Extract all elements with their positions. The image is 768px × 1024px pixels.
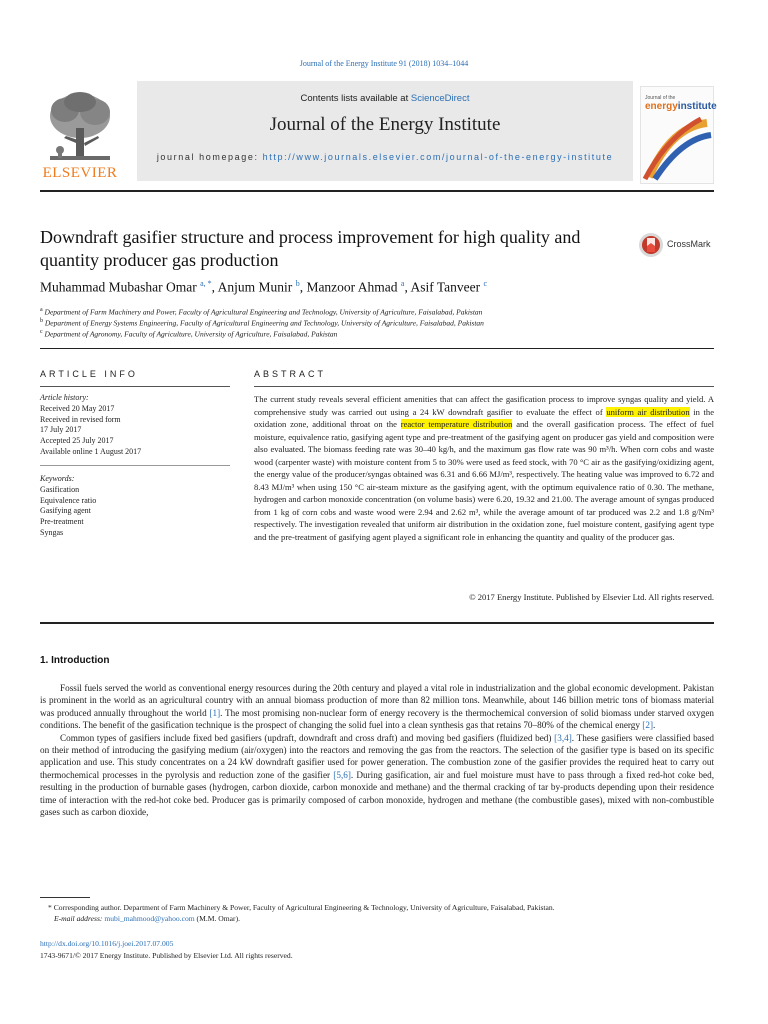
journal-title: Journal of the Energy Institute bbox=[269, 114, 501, 135]
article-history bbox=[40, 393, 230, 458]
author-affiliation-sup[interactable]: a, * bbox=[200, 279, 212, 288]
paragraph: Fossil fuels served the world as conventional energy resources during the 20th century and played a vital role in industrialization and the global economic development. Pakistan is prominent in the world as an agricultural country with an annual biomass production of more than 82 million tons. Meanwhile, about 146 billion metric tons of biomass material was produced annually throughout the world [1]. The most promising non-nuclear form of energy recovery is the thermochemical conversion of solid biomass under starved oxygen conditions. The benefit of the gasification technique is the prospect of changing the solid fuel into a clean synthesis gas that retains 70–80% of the chemical energy [2]. bbox=[40, 683, 714, 731]
keywords-rule bbox=[40, 465, 230, 466]
crossmark-icon bbox=[638, 232, 664, 258]
author-affiliation-sup[interactable]: b bbox=[295, 279, 300, 288]
history-line: Accepted 25 July 2017 bbox=[40, 436, 114, 446]
history-line: Received in revised form bbox=[40, 414, 121, 424]
footnote-rule bbox=[40, 897, 90, 898]
cover-journal-name: energyinstitute bbox=[645, 101, 717, 112]
header-rule bbox=[40, 190, 714, 192]
reference-link[interactable]: [3,4] bbox=[554, 732, 572, 743]
contents-prefix: Contents lists available at bbox=[300, 93, 411, 104]
email-label: E-mail address: bbox=[54, 914, 105, 923]
abstract-rule bbox=[254, 386, 714, 387]
author-affiliation-sup[interactable]: c bbox=[483, 279, 488, 288]
paragraph: Common types of gasifiers include fixed bed gasifiers (updraft, downdraft and cross draft) and moving bed gasifiers (fluidized bed) [3,4]. These gasifiers were classified based on their method of introducing the gasifying medium (air/oxygen) into the reactors and removing the gas from the reactors. The selection of the gasifier type is based on its specific application and use. This study concentrates on a 24 kW downdraft gasifier used for power generation. The combustion zone of the gasifier provides the required heat to carry out thermochemical processes in the pyrolysis and reduction zone of the gasifier [5,6]. During gasification, air and fuel moisture must have to pass through a fixed red-hot coke bed, resulting in the production of burnable gases (hydrogen, carbon dioxide, carbon monoxide and methane) and the thermal cracking of tar by-products depending upon their residence time of interaction with the red-hot coke bed. Producer gas is primarily composed of carbon monoxide, hydrogen and methane (the combustible gases), mixed with non-combustible gases such as carbon dioxide, bbox=[40, 732, 714, 818]
homepage-label: journal homepage: bbox=[156, 152, 263, 162]
affiliation: $^a$ Department of Farm Machinery and Power, Faculty of Agricultural Engineering and Technology, University of Agriculture, Faisalabad, Pakistan bbox=[40, 307, 483, 317]
cover-journal-small: Journal of the bbox=[645, 95, 676, 101]
author-affiliation-sup[interactable]: a bbox=[400, 279, 405, 288]
article-info-rule bbox=[40, 386, 230, 387]
footnote-text: Corresponding author. Department of Farm Machinery & Power, Faculty of Agricultural Engineering & Technology, University of Agriculture, Faisalabad, Pakistan. bbox=[53, 903, 555, 912]
keywords bbox=[40, 474, 230, 539]
abstract-copyright: © 2017 Energy Institute. Published by Elsevier Ltd. All rights reserved. bbox=[469, 592, 714, 602]
homepage-link[interactable]: http://www.journals.elsevier.com/journal-of-the-energy-institute bbox=[262, 152, 614, 162]
article-title: Downdraft gasifier structure and process improvement for high quality and quantity producer gas production bbox=[40, 227, 581, 270]
history-label: Article history: bbox=[40, 393, 89, 402]
email-link[interactable]: mubi_mahmood@yahoo.com bbox=[104, 914, 195, 923]
footnote-star: * bbox=[48, 903, 52, 912]
email-suffix: (M.M. Omar). bbox=[194, 914, 240, 923]
contents-available bbox=[137, 93, 633, 104]
keyword: Pre-treatment bbox=[40, 517, 84, 527]
cover-art bbox=[641, 117, 713, 181]
affiliation: $^c$ Department of Agronomy, Faculty of Agriculture, University of Agriculture, Faisalabad, Pakistan bbox=[40, 329, 338, 339]
reference-link[interactable]: [1] bbox=[209, 707, 221, 718]
history-line: Available online 1 August 2017 bbox=[40, 446, 142, 456]
reference-link[interactable]: [5,6] bbox=[333, 769, 351, 780]
author-name[interactable]: Manzoor Ahmad bbox=[306, 279, 398, 295]
section-heading: 1. Introduction bbox=[40, 655, 110, 666]
keywords-label: Keywords: bbox=[40, 474, 75, 483]
history-line: 17 July 2017 bbox=[40, 425, 82, 435]
reference-link[interactable]: [2] bbox=[642, 720, 654, 731]
footnote bbox=[40, 902, 714, 924]
journal-homepage bbox=[137, 151, 633, 163]
keyword: Gasification bbox=[40, 484, 80, 494]
author-name[interactable]: Asif Tanveer bbox=[410, 279, 481, 295]
article-info-heading: ARTICLE INFO bbox=[40, 369, 138, 379]
abstract-text: The current study reveals several efficient amenities that can affect the gasification process to improve syngas quality and yield. A comprehensive study was carried out using a 24 kW downdraft gasifier to evaluate the effect of uniform air distribution in the oxidation zone, additional throat on the reactor temperature distribution and the overall gasification process. The effect of fuel moisture, equivalence ratio, gasifying agent type and pre-treatment of the gasifying agent on producer gas yield and composition were also evaluated. The biomass feeding rate was 30–40 kg/h, and the maximum gas flow rate was 90 m³/h. When corn cobs and waste wood (carpenter waste) with moisture content from 5 to 30% were used as feed stock, with 70 °C air as the gasifying/oxidizing agent, the energy value of the producer/syngas obtained was 6.31 and 6.66 MJ/m³, respectively. The heating value was improved to 6.72 and 8.43 MJ/m³ when using 150 °C air-steam mixture as the gasifying agent, with the optimum equivalence ratio of 0.30. The methane, hydrogen and carbon monoxide concentration (on volume basis) were 6.20, 19.32 and 21.00. The average amount of syngas produced from 1 kg of corn cobs and waste wood were 2.94 and 2.62 m³, while the average amount of tar produced was 2.2 and 1.8 g/Nm³ respectively. The investigation revealed that uniform air distribution in the oxidation zone, fuel moisture content, gasifying agent type and the pre-treatment of gasifying agent played a significant role in enhancing the quantity and quality of the producer gas. bbox=[254, 394, 715, 542]
title-block-rule bbox=[40, 348, 714, 349]
doi-link[interactable]: http://dx.doi.org/10.1016/j.joei.2017.07.005 bbox=[40, 939, 174, 948]
highlight[interactable]: uniform air distribution bbox=[606, 406, 690, 417]
author-name[interactable]: Anjum Munir bbox=[217, 279, 293, 295]
elsevier-wordmark: ELSEVIER bbox=[42, 165, 118, 181]
highlight[interactable]: reactor temperature distribution bbox=[400, 419, 513, 429]
keyword: Syngas bbox=[40, 527, 64, 537]
abstract-heading: ABSTRACT bbox=[254, 369, 327, 379]
keyword: Gasifying agent bbox=[40, 506, 91, 516]
journal-cover-thumbnail[interactable] bbox=[640, 86, 717, 184]
crossmark-label: CrossMark bbox=[667, 239, 711, 249]
issn-line: 1743-9671/© 2017 Energy Institute. Published by Elsevier Ltd. All rights reserved. bbox=[40, 951, 293, 960]
keyword: Equivalence ratio bbox=[40, 495, 97, 505]
sciencedirect-link[interactable]: ScienceDirect bbox=[410, 93, 470, 104]
author-name[interactable]: Muhammad Mubashar Omar bbox=[40, 279, 197, 295]
affiliation: $^b$ Department of Energy Systems Engineering, Faculty of Agricultural Engineering and Technology, University of Agriculture, Faisalabad, Pakistan bbox=[40, 318, 484, 328]
history-line: Received 20 May 2017 bbox=[40, 403, 115, 413]
journal-citation[interactable]: Journal of the Energy Institute 91 (2018) 1034–1044 bbox=[299, 59, 469, 68]
intro-body bbox=[40, 682, 714, 818]
crossmark-badge[interactable] bbox=[638, 230, 718, 260]
author-list: Muhammad Mubashar Omar $^{a, *}$, Anjum Munir $^b$, Manzoor Ahmad $^a$, Asif Tanveer $^c$ bbox=[40, 279, 488, 295]
abstract-bottom-rule bbox=[40, 622, 714, 624]
